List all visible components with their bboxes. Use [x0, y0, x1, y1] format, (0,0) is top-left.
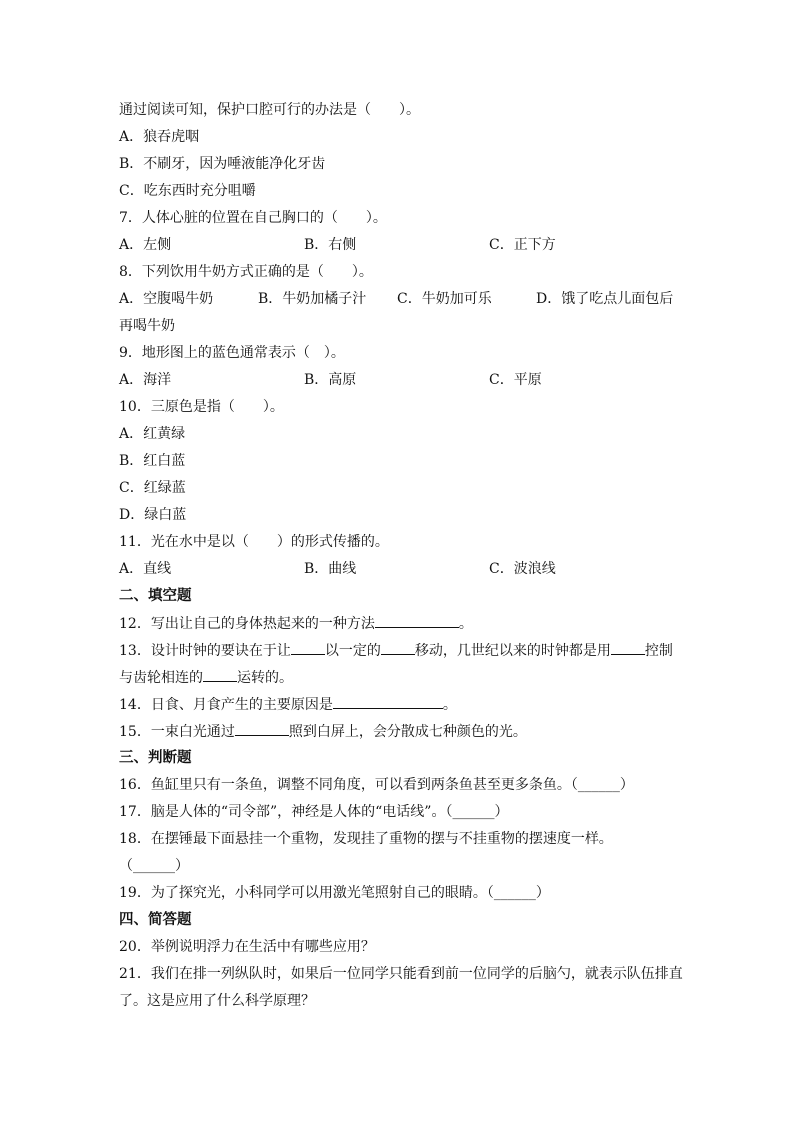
question-15 — [119, 721, 527, 742]
q13-text-6: 运转的。 — [237, 670, 293, 686]
question-21: 21．我们在排一列纵队时，如果后一位同学只能看到前一位同学的后脑勺，就表示队伍排直 — [119, 966, 683, 982]
q14-text: 14．日食、月食产生的主要原因是 — [119, 697, 333, 713]
question-8: 8．下列饮用牛奶方式正确的是（ ）。 — [119, 264, 373, 280]
question-16: 16．鱼缸里只有一条鱼，调整不同角度，可以看到两条鱼甚至更多条鱼。（______） — [119, 777, 634, 793]
q10-option-b: B．红白蓝 — [119, 453, 186, 469]
q13-text-2: 以一定的 — [324, 643, 381, 659]
answer-blank[interactable] — [235, 721, 289, 736]
question-9: 9．地形图上的蓝色通常表示（ ）。 — [119, 345, 345, 361]
q12-end: 。 — [458, 616, 473, 632]
question-20: 20．举例说明浮力在生活中有哪些应用？ — [119, 939, 375, 955]
question-18: 18．在摆锤最下面悬挂一个重物，发现挂了重物的摆与不挂重物的摆速度一样。 — [119, 831, 613, 847]
q9-option-a: A．海洋 — [119, 372, 172, 388]
question-10: 10．三原色是指（ ）。 — [119, 399, 284, 415]
question-11: 11．光在水中是以（ ）的形式传播的。 — [119, 534, 389, 550]
question-7: 7．人体心脏的位置在自己胸口的（ ）。 — [119, 210, 387, 226]
section-heading-short-answer: 四、简答题 — [119, 912, 192, 928]
question-14 — [119, 694, 457, 715]
q9-option-b: B．高原 — [304, 372, 357, 388]
q8-option-b: B．牛奶加橘子汁 — [258, 291, 367, 307]
q8-option-a: A．空腹喝牛奶 — [119, 291, 214, 307]
q15-end: 照到白屏上，会分散成七种颜色的光。 — [288, 724, 527, 740]
q8-option-d: D．饿了吃点儿面包后 — [536, 291, 674, 307]
q7-option-c: C．正下方 — [489, 237, 556, 253]
option-c: C．吃东西时充分咀嚼 — [119, 183, 256, 199]
q13-text-4: 控制 — [644, 643, 673, 659]
q13-text-3: 移动，几世纪以来的时钟都是用 — [414, 643, 611, 659]
q8-option-c: C．牛奶加可乐 — [397, 291, 492, 307]
q13-text-1: 13．设计时钟的要诀在于让 — [119, 643, 291, 659]
q14-end: 。 — [442, 697, 457, 713]
answer-blank[interactable] — [375, 613, 459, 628]
q9-option-c: C．平原 — [489, 372, 542, 388]
q8-option-d-cont: 再喝牛奶 — [119, 318, 175, 334]
answer-blank[interactable] — [203, 667, 237, 682]
question-12 — [119, 613, 473, 634]
option-a: A．狼吞虎咽 — [119, 129, 200, 145]
q11-option-a: A．直线 — [119, 561, 172, 577]
q7-option-a: A．左侧 — [119, 237, 172, 253]
section-heading-true-false: 三、判断题 — [119, 750, 192, 766]
answer-blank[interactable] — [291, 640, 325, 655]
q15-text: 15．一束白光通过 — [119, 724, 235, 740]
q11-option-b: B．曲线 — [304, 561, 357, 577]
question-19: 19．为了探究光，小科同学可以用激光笔照射自己的眼睛。（______） — [119, 885, 550, 901]
question-18-cont: （______） — [119, 858, 189, 874]
section-heading-fill-in: 二、填空题 — [119, 588, 192, 604]
answer-blank[interactable] — [611, 640, 645, 655]
q11-option-c: C．波浪线 — [489, 561, 556, 577]
q7-option-b: B．右侧 — [304, 237, 357, 253]
question-6-stem: 通过阅读可知，保护口腔可行的办法是（ ）。 — [119, 102, 420, 118]
question-21-cont: 了。这是应用了什么科学原理？ — [119, 993, 315, 1009]
q10-option-c: C．红绿蓝 — [119, 480, 186, 496]
question-13-cont — [119, 667, 293, 688]
q12-text: 12．写出让自己的身体热起来的一种方法 — [119, 616, 375, 632]
question-13 — [119, 640, 673, 661]
q10-option-d: D．绿白蓝 — [119, 507, 187, 523]
option-b: B．不刷牙，因为唾液能净化牙齿 — [119, 156, 326, 172]
question-17: 17．脑是人体的“司令部”，神经是人体的“电话线”。（______） — [119, 804, 509, 820]
q10-option-a: A．红黄绿 — [119, 426, 186, 442]
q13-text-5: 与齿轮相连的 — [119, 670, 203, 686]
answer-blank[interactable] — [333, 694, 443, 709]
answer-blank[interactable] — [381, 640, 415, 655]
